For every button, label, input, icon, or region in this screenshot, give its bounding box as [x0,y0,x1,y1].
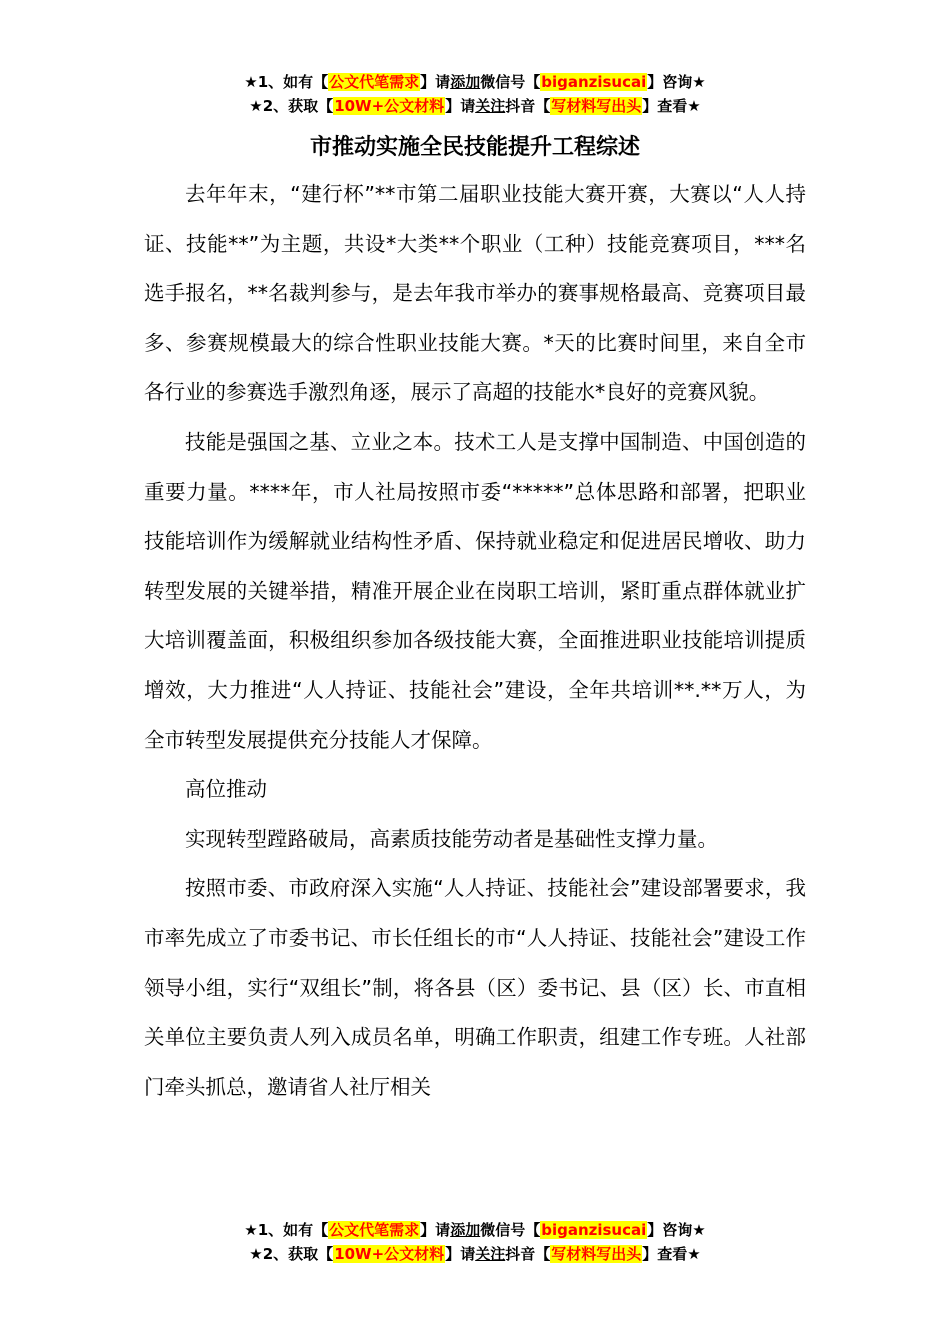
promo-highlight: 公文代笔需求 [329,73,420,91]
promo-underline: 添加 [450,73,481,91]
section-heading: 高位推动 [185,777,267,802]
promo-highlight: 写材料写出头 [551,1245,642,1263]
promo-text: 】查看★ [642,1245,701,1263]
promo-text: 】请 [445,1245,476,1263]
promo-text: ★2、获取【 [249,97,334,115]
promo-text: 】查看★ [642,97,701,115]
paragraph: 技能是强国之基、立业之本。技术工人是支撑中国制造、中国创造的重要力量。****年，市人社局按照市委“*****”总体思路和部署，把职业技能培训作为缓解就业结构性矛盾、保持就业稳定和促进居民增收、助力转型发展的关键举措，精准开展企业在岗职工培训，紧盯重点群体就业扩大培训覆盖面，积极组织参加各级技能大赛，全面推进职业技能培训提质增效，大力推进“人人持证、技能社会”建设，全年共培训**.**万人，为全市转型发展提供充分技能人才保障。 [144,429,806,752]
promo-text: 】咨询★ [647,73,706,91]
promo-banner-bottom [0,1218,950,1266]
promo-underline: 添加 [450,1221,481,1239]
promo-text: 抖音【 [505,1245,551,1263]
promo-line-1 [0,1218,950,1242]
promo-highlight: 公文代笔需求 [329,1221,420,1239]
promo-text: ★1、如有【 [244,1221,329,1239]
promo-highlight: biganzisucai [541,1221,647,1239]
promo-line-1 [0,70,950,94]
promo-line-2 [0,1242,950,1266]
promo-highlight: 写材料写出头 [551,97,642,115]
promo-underline: 关注 [475,1245,506,1263]
promo-line-2 [0,94,950,118]
promo-text: ★1、如有【 [244,73,329,91]
promo-text: 微信号【 [480,1221,541,1239]
promo-highlight: 10W+公文材料 [334,97,445,115]
promo-text: ★2、获取【 [249,1245,334,1263]
paragraph: 去年年末，“建行杯”**市第二届职业技能大赛开赛，大赛以“人人持证、技能**”为主题，共设*大类**个职业（工种）技能竞赛项目，***名选手报名，**名裁判参与，是去年我市举办的赛事规格最高、竞赛项目最多、参赛规模最大的综合性职业技能大赛。*天的比赛时间里，来自全市各行业的参赛选手激烈角逐，展示了高超的技能水*良好的竞赛风貌。 [144,182,806,405]
promo-text: 】请 [420,73,451,91]
document-title: 市推动实施全民技能提升工程综述 [309,135,640,160]
promo-highlight: biganzisucai [541,73,647,91]
promo-underline: 关注 [475,97,506,115]
paragraph: 按照市委、市政府深入实施“人人持证、技能社会”建设部署要求，我市率先成立了市委书记、市长任组长的市“人人持证、技能社会”建设工作领导小组，实行“双组长”制，将各县（区）委书记、县（区）长、市直相关单位主要负责人列入成员名单，明确工作职责，组建工作专班。人社部门牵头抓总，邀请省人社厅相关 [144,876,806,1099]
promo-highlight: 10W+公文材料 [334,1245,445,1263]
promo-text: 】请 [420,1221,451,1239]
promo-text: 微信号【 [480,73,541,91]
promo-banner-top [0,70,950,118]
promo-text: 】请 [445,97,476,115]
document-body [144,170,806,1112]
paragraph: 实现转型蹚路破局，高素质技能劳动者是基础性支撑力量。 [185,826,718,851]
promo-text: 抖音【 [505,97,551,115]
promo-text: 】咨询★ [647,1221,706,1239]
